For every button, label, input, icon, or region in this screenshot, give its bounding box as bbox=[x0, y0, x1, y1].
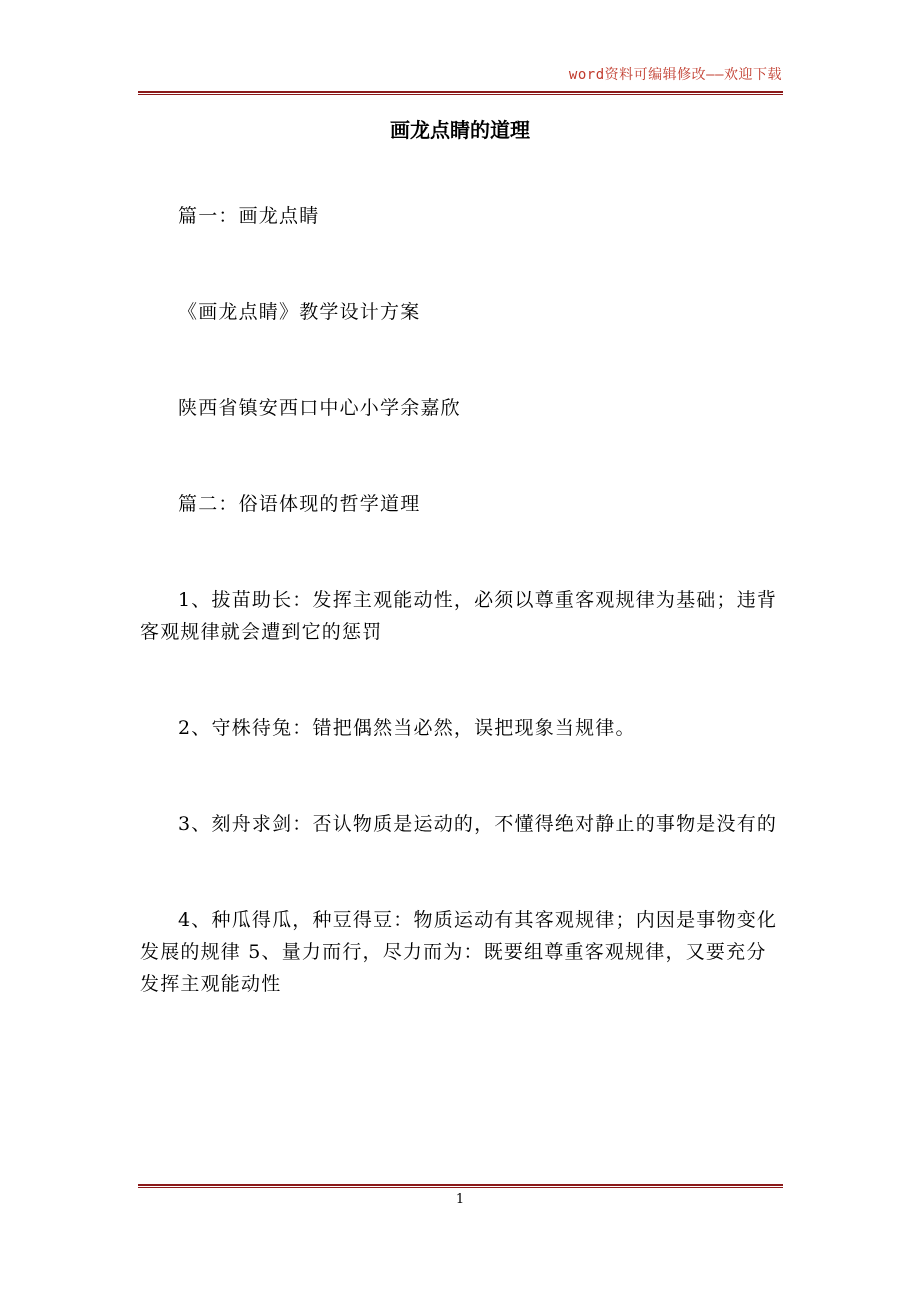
paragraph: 3、刻舟求剑：否认物质是运动的，不懂得绝对静止的事物是没有的 bbox=[178, 813, 778, 835]
header-note: word资料可编辑修改——欢迎下载 bbox=[568, 67, 782, 83]
document-title: 画龙点睛的道理 bbox=[390, 118, 530, 142]
paragraph: 陕西省镇安西口中心小学余嘉欣 bbox=[178, 397, 461, 419]
paragraph: 2、守株待兔：错把偶然当必然，误把现象当规律。 bbox=[178, 717, 636, 739]
paragraph: 篇二：俗语体现的哲学道理 bbox=[178, 493, 421, 515]
paragraph: 4、种瓜得瓜，种豆得豆：物质运动有其客观规律；内因是事物变化发展的规律 5、量力而行，尽力而为：既要组尊重客观规律，又要充分发挥主观能动性 bbox=[140, 909, 778, 995]
paragraph: 1、拔苗助长：发挥主观能动性，必须以尊重客观规律为基础；违背客观规律就会遭到它的惩罚 bbox=[140, 589, 778, 643]
paragraph: 《画龙点睛》教学设计方案 bbox=[178, 301, 421, 323]
paragraph: 篇一：画龙点睛 bbox=[178, 205, 320, 227]
page-number: 1 bbox=[455, 1192, 465, 1207]
document-body bbox=[140, 200, 785, 1064]
header-rule bbox=[138, 91, 783, 95]
footer-rule bbox=[138, 1184, 783, 1188]
